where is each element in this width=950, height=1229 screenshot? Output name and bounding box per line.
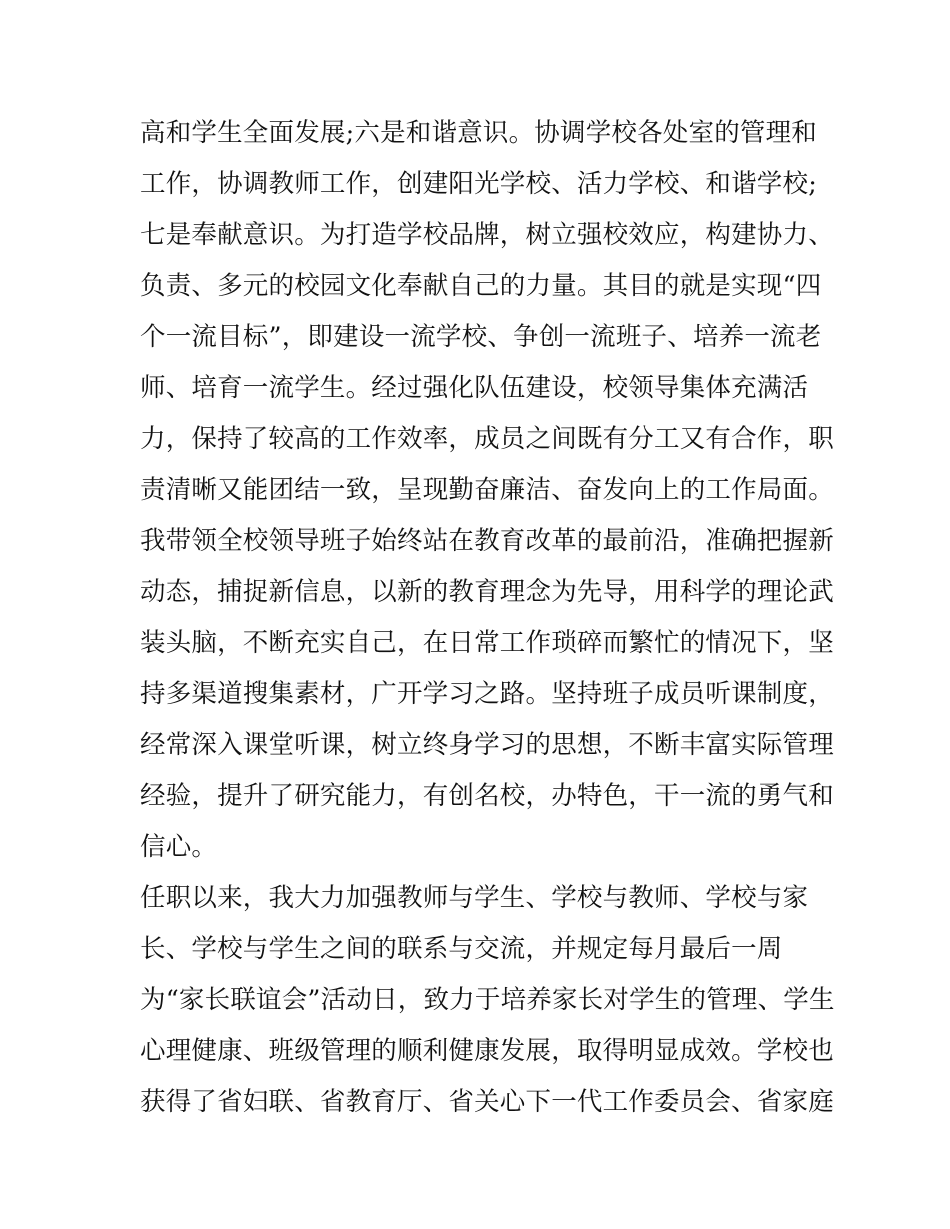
text-line: 高和学生全面发展;六是和谐意识。协调学校各处室的管理和 — [140, 118, 817, 148]
body-text — [140, 108, 835, 1128]
text-line: 责清晰又能团结一致，呈现勤奋廉洁、奋发向上的工作局面。 — [140, 475, 834, 505]
text-line: 我带领全校领导班子始终站在教育改革的最前沿，准确把握新 — [140, 526, 834, 556]
text-line: 负责、多元的校园文化奉献自己的力量。其目的就是实现“四 — [140, 271, 822, 301]
text-line: 工作，协调教师工作，创建阳光学校、活力学校、和谐学校; — [140, 169, 817, 199]
text-line: 持多渠道搜集素材，广开学习之路。坚持班子成员听课制度， — [140, 679, 834, 709]
text-line: 心理健康、班级管理的顺利健康发展，取得明显成效。学校也 — [140, 1036, 834, 1066]
text-line: 师、培育一流学生。经过强化队伍建设，校领导集体充满活 — [140, 373, 809, 403]
text-line: 信心。 — [140, 832, 218, 862]
text-line: 装头脑，不断充实自己，在日常工作琐碎而繁忙的情况下，坚 — [140, 628, 834, 658]
text-line: 长、学校与学生之间的联系与交流，并规定每月最后一周 — [140, 934, 783, 964]
text-line: 动态，捕捉新信息，以新的教育理念为先导，用科学的理论武 — [140, 577, 834, 607]
text-line: 经验，提升了研究能力，有创名校，办特色，干一流的勇气和 — [140, 781, 834, 811]
text-line: 获得了省妇联、省教育厅、省关心下一代工作委员会、省家庭 — [140, 1087, 834, 1117]
text-line: 力，保持了较高的工作效率，成员之间既有分工又有合作，职 — [140, 424, 834, 454]
text-line: 任职以来，我大力加强教师与学生、学校与教师、学校与家 — [140, 883, 809, 913]
text-line: 为“家长联谊会”活动日，致力于培养家长对学生的管理、学生 — [140, 985, 835, 1015]
text-line: 经常深入课堂听课，树立终身学习的思想，不断丰富实际管理 — [140, 730, 834, 760]
text-line: 七是奉献意识。为打造学校品牌，树立强校效应，构建协力、 — [140, 220, 834, 250]
text-line: 个一流目标”，即建设一流学校、争创一流班子、培养一流老 — [140, 322, 822, 352]
